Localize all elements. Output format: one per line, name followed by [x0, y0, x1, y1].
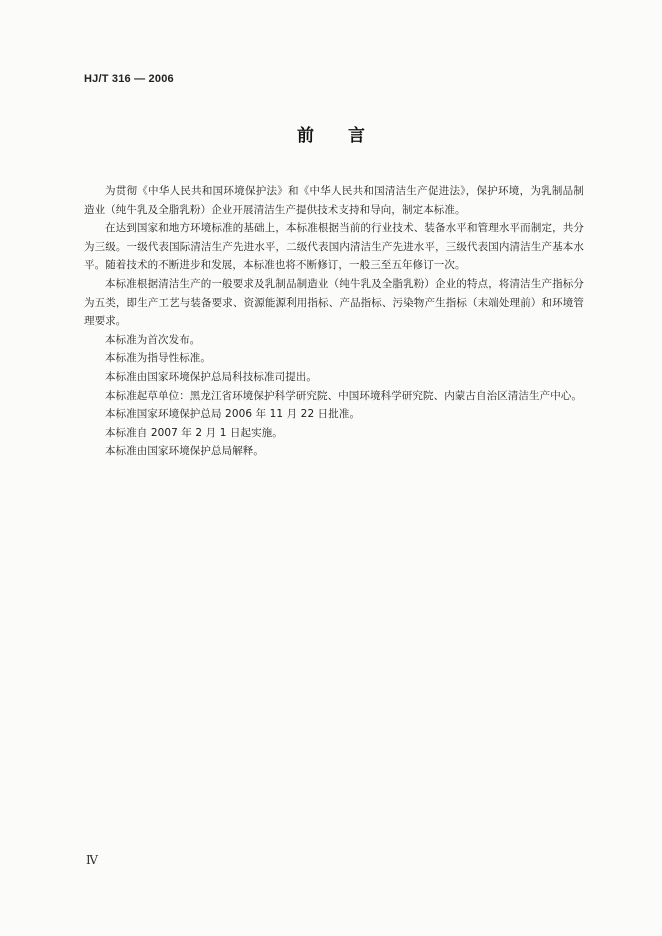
body-text [84, 182, 584, 461]
paragraph-drafters: 本标准起草单位：黑龙江省环境保护科学研究院、中国环境科学研究院、内蒙古自治区清洁生产中心。 [105, 389, 582, 402]
paragraph-interpretation: 本标准由国家环境保护总局解释。 [105, 445, 264, 458]
paragraph-indicators: 本标准根据清洁生产的一般要求及乳制品制造业（纯牛乳及全脂乳粉）企业的特点，将清洁生产指标分为五类，即生产工艺与装备要求、资源能源利用指标、产品指标、污染物产生指标（末端处理前）和环境管理要求。 [84, 277, 584, 328]
paragraph-proposer: 本标准由国家环境保护总局科技标准司提出。 [105, 370, 317, 383]
paragraph-first-release: 本标准为首次发布。 [105, 333, 201, 346]
document-code: HJ/T 316 — 2006 [84, 73, 174, 85]
page-number: Ⅳ [86, 853, 98, 867]
paragraph-levels: 在达到国家和地方环境标准的基础上，本标准根据当前的行业技术、装备水平和管理水平而制定，共分为三级。一级代表国际清洁生产先进水平，二级代表国内清洁生产先进水平，三级代表国内清洁生产基本水平。随着技术的不断进步和发展，本标准也将不断修订，一般三至五年修订一次。 [84, 222, 584, 272]
paragraph-approval: 本标准国家环境保护总局 2006 年 11 月 22 日批准。 [105, 408, 361, 421]
paragraph-guidance: 本标准为指导性标准。 [105, 352, 211, 365]
paragraph-effective-date: 本标准自 2007 年 2 月 1 日起实施。 [105, 426, 283, 439]
page-title: 前言 [297, 126, 399, 146]
paragraph-purpose: 为贯彻《中华人民共和国环境保护法》和《中华人民共和国清洁生产促进法》，保护环境，为乳制品制造业（纯牛乳及全脂乳粉）企业开展清洁生产提供技术支持和导向，制定本标准。 [84, 185, 584, 216]
